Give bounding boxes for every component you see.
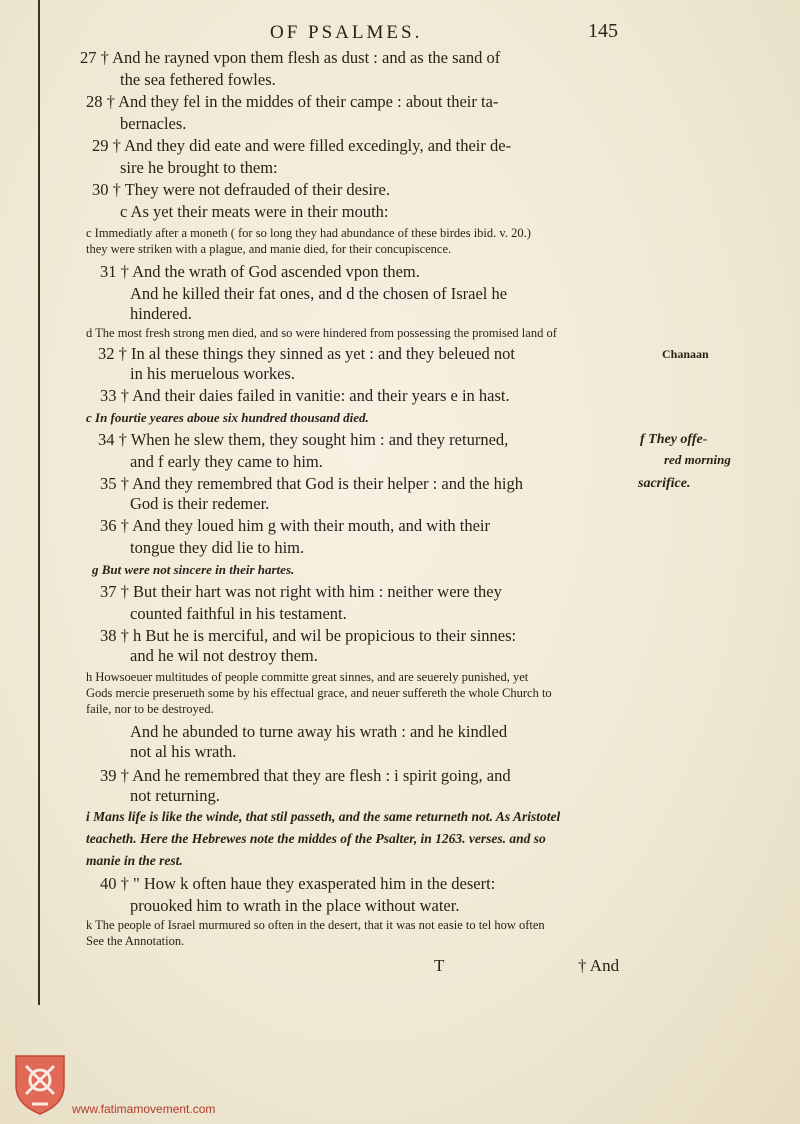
shield-logo-icon: [12, 1052, 68, 1116]
verse-line: and he wil not destroy them.: [130, 646, 318, 665]
annotation-line: k The people of Israel murmured so often in the desert, that it was not easie to tel how often: [86, 918, 545, 932]
verse-line: in his meruelous workes.: [130, 364, 295, 383]
verse-line: 29 † And they did eate and were filled excedingly, and their de-: [92, 136, 512, 155]
margin-note-chanaan: Chanaan: [662, 347, 709, 361]
verse-line: sire he brought to them:: [120, 158, 278, 177]
verse-line: c As yet their meats were in their mouth:: [120, 202, 389, 221]
verse-line: 27 † And he rayned vpon them flesh as dust : and as the sand of: [80, 48, 501, 67]
left-margin-rule: [38, 0, 40, 1005]
verse-line: 38 † h But he is merciful, and wil be propicious to their sinnes:: [100, 626, 517, 645]
annotation-line: Gods mercie preserueth some by his effectual grace, and neuer suffereth the whole Church to: [86, 686, 552, 700]
verse-line: 35 † And they remembred that God is their helper : and the high: [100, 474, 523, 493]
annotation-line: they were striken with a plague, and manie died, for their concupiscence.: [86, 242, 452, 256]
margin-note-morning: red morning: [664, 452, 731, 467]
annotation-line: g But were not sincere in their hartes.: [92, 562, 295, 577]
verse-line: and f early they came to him.: [130, 452, 323, 471]
verse-line: 34 † When he slew them, they sought him : and they returned,: [98, 430, 509, 449]
annotation-line: c Immediatly after a moneth ( for so long they had abundance of these birdes ibid. v. 20.): [86, 226, 531, 240]
verse-line: God is their redemer.: [130, 494, 270, 513]
verse-line: 31 † And the wrath of God ascended vpon them.: [100, 262, 420, 281]
verse-line: counted faithful in his testament.: [130, 604, 347, 623]
verse-line: not al his wrath.: [130, 742, 237, 761]
running-head: OF PSALMES.: [270, 22, 423, 43]
annotation-line: teacheth. Here the Hebrewes note the middes of the Psalter, in 1263. verses. and so: [86, 831, 546, 846]
verse-line: 30 † They were not defrauded of their desire.: [92, 180, 390, 199]
annotation-line: manie in the rest.: [86, 853, 183, 868]
verse-line: 37 † But their hart was not right with him : neither were they: [100, 582, 502, 601]
margin-note-sacrifice: sacrifice.: [638, 476, 691, 491]
annotation-line: h Howsoeuer multitudes of people committe great sinnes, and are seuerely punished, yet: [86, 670, 529, 684]
verse-line: And he abunded to turne away his wrath : and he kindled: [130, 722, 508, 741]
verse-line: bernacles.: [120, 114, 187, 133]
verse-line: 32 † In al these things they sinned as yet : and they beleued not: [98, 344, 515, 363]
verse-line: the sea fethered fowles.: [120, 70, 276, 89]
annotation-line: faile, nor to be destroyed.: [86, 702, 214, 716]
annotation-line: d The most fresh strong men died, and so were hindered from possessing the promised land of: [86, 326, 557, 340]
annotation-line: i Mans life is like the winde, that stil passeth, and the same returneth not. As Aristotel: [86, 809, 561, 824]
verse-line: tongue they did lie to him.: [130, 538, 305, 557]
verse-line: hindered.: [130, 304, 192, 323]
page-number: 145: [588, 20, 618, 42]
verse-line: prouoked him to wrath in the place without water.: [130, 896, 460, 915]
website-url: www.fatimamovement.com: [72, 1102, 216, 1116]
verse-line: And he killed their fat ones, and d the chosen of Israel he: [130, 284, 508, 303]
annotation-line: c In fourtie yeares aboue six hundred thousand died.: [86, 410, 369, 425]
verse-line: not returning.: [130, 786, 220, 805]
verse-line: 40 † " How k often haue they exasperated him in the desert:: [100, 874, 496, 893]
verse-line: 36 † And they loued him g with their mouth, and with their: [100, 516, 490, 535]
verse-line: 33 † And their daies failed in vanitie: and their years e in hast.: [100, 386, 510, 405]
catchword: † And: [578, 956, 620, 975]
margin-note-offered: f They offe-: [640, 432, 708, 447]
verse-line: 28 † And they fel in the middes of their campe : about their ta-: [86, 92, 499, 111]
annotation-line: See the Annotation.: [86, 934, 185, 948]
signature-mark: T: [434, 956, 445, 975]
verse-line: 39 † And he remembred that they are flesh : i spirit going, and: [100, 766, 511, 785]
